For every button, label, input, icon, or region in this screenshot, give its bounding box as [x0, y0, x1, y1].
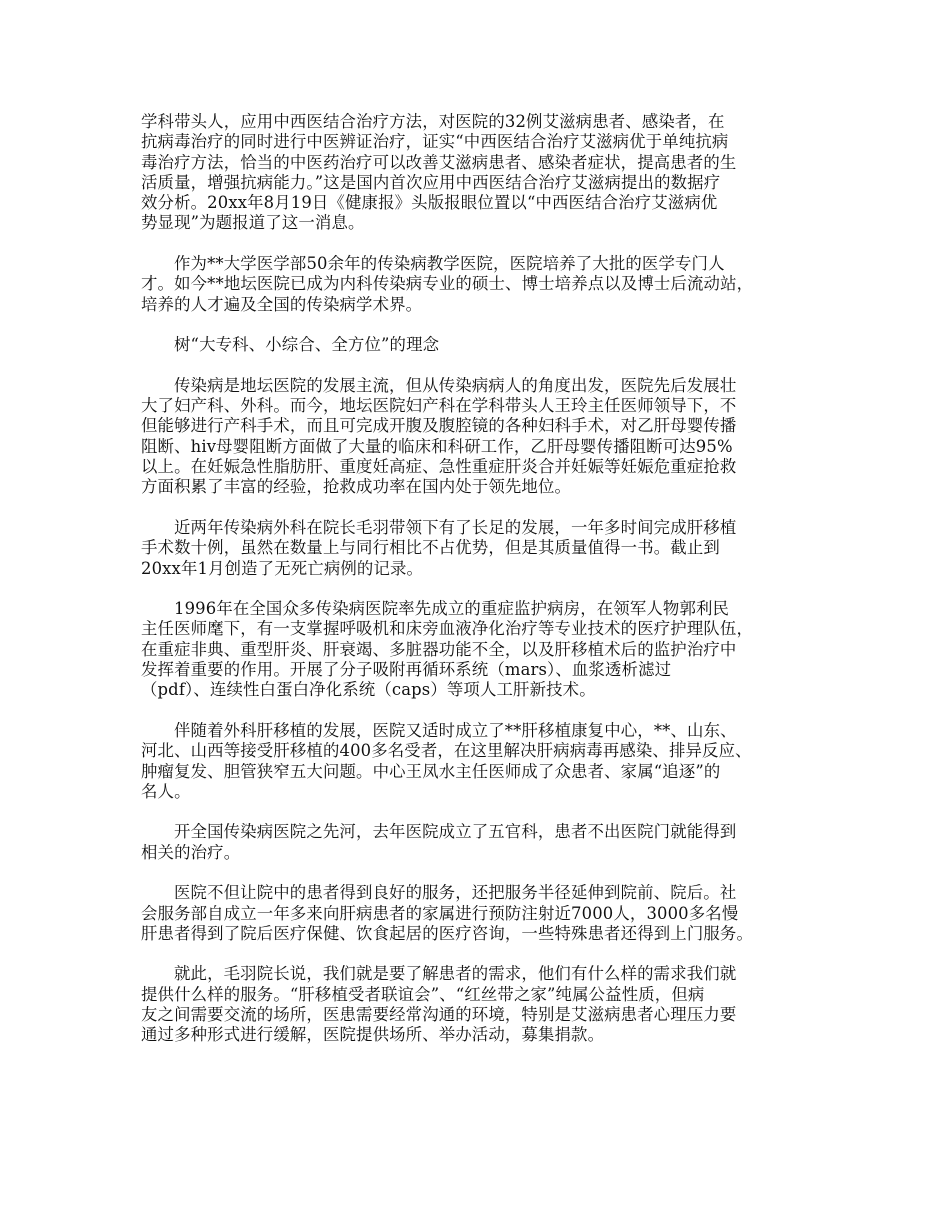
paragraph: 1996年在全国众多传染病医院率先成立的重症监护病房，在领军人物郭利民 主任医师麾下，有一支掌握呼吸机和床旁血液净化治疗等专业技术的医疗护理队伍， 在重症非典、重型肝炎、肝衰竭、多脏器功能不全，以及肝移植术后的监护治疗中 发挥着重要的作用。开展了分子吸附再循环系统（mars）、血浆透析滤过 （pdf）、连续性白蛋白净化系统（caps）等项人工肝新技术。	[141, 599, 754, 700]
section-heading: 树“大专科、小综合、全方位”的理念	[174, 335, 440, 355]
paragraph: 医院不但让院中的患者得到良好的服务，还把服务半径延伸到院前、院后。社 会服务部自成立一年多来向肝病患者的家属进行预防注射近7000人，3000多名慢 肝患者得到了院后医疗保健、饮食起居的医疗咨询，一些特殊患者还得到上门服务。	[141, 883, 754, 943]
paragraph: 近两年传染病外科在院长毛羽带领下有了长足的发展，一年多时间完成肝移植 手术数十例，虽然在数量上与同行相比不占优势，但是其质量值得一书。截止到 20xx年1月创造了无死亡病例的记录。	[141, 517, 737, 578]
paragraph: 就此，毛羽院长说，我们就是要了解患者的需求，他们有什么样的需求我们就 提供什么样的服务。“肝移植受者联谊会”、“红丝带之家”纯属公益性质，但病 友之间需要交流的场所，医患需要经常沟通的环境，特别是艾滋病患者心理压力要 通过多种形式进行缓解，医院提供场所、举办活动，募集捐款。	[141, 964, 737, 1045]
paragraph: 作为**大学医学部50余年的传染病教学医院，医院培养了大批的医学专门人 才。如今**地坛医院已成为内科传染病专业的硕士、博士培养点以及博士后流动站， 培养的人才遍及全国的传染病学术界。	[141, 254, 754, 314]
document-body	[141, 112, 819, 1066]
paragraph: 伴随着外科肝移植的发展，医院又适时成立了**肝移植康复中心，**、山东、 河北、山西等接受肝移植的400多名受者，在这里解决肝病病毒再感染、排异反应、 肿瘤复发、胆管狭窄五大问题。中心王凤水主任医师成了众患者、家属“追逐”的 名人。	[141, 720, 752, 801]
paragraph: 传染病是地坛医院的发展主流，但从传染病病人的角度出发，医院先后发展壮 大了妇产科、外科。而今，地坛医院妇产科在学科带头人王玲主任医师领导下，不 但能够进行产科手术，而且可完成开腹及腹腔镜的各种妇科手术，对乙肝母婴传播 阻断、hiv母婴阻断方面做了大量的临床和科研工作，乙肝母婴传播阻断可达95% 以上。在妊娠急性脂肪肝、重度妊高症、急性重症肝炎合并妊娠等妊娠危重症抢救 方面积累了丰富的经验，抢救成功率在国内处于领先地位。	[141, 375, 737, 497]
paragraph: 学科带头人，应用中西医结合治疗方法，对医院的32例艾滋病患者、感染者，在 抗病毒治疗的同时进行中医辨证治疗，证实“中西医结合治疗艾滋病优于单纯抗病 毒治疗方法，恰当的中医药治疗可以改善艾滋病患者、感染者症状，提高患者的生 活质量，增强抗病能力。”这是国内首次应用中西医结合治疗艾滋病提出的数据疗 效分析。20xx年8月19日《健康报》头版报眼位置以“中西医结合治疗艾滋病优 势显现”为题报道了这一消息。	[141, 112, 737, 233]
paragraph: 开全国传染病医院之先河，去年医院成立了五官科，患者不出医院门就能得到 相关的治疗。	[141, 822, 737, 862]
